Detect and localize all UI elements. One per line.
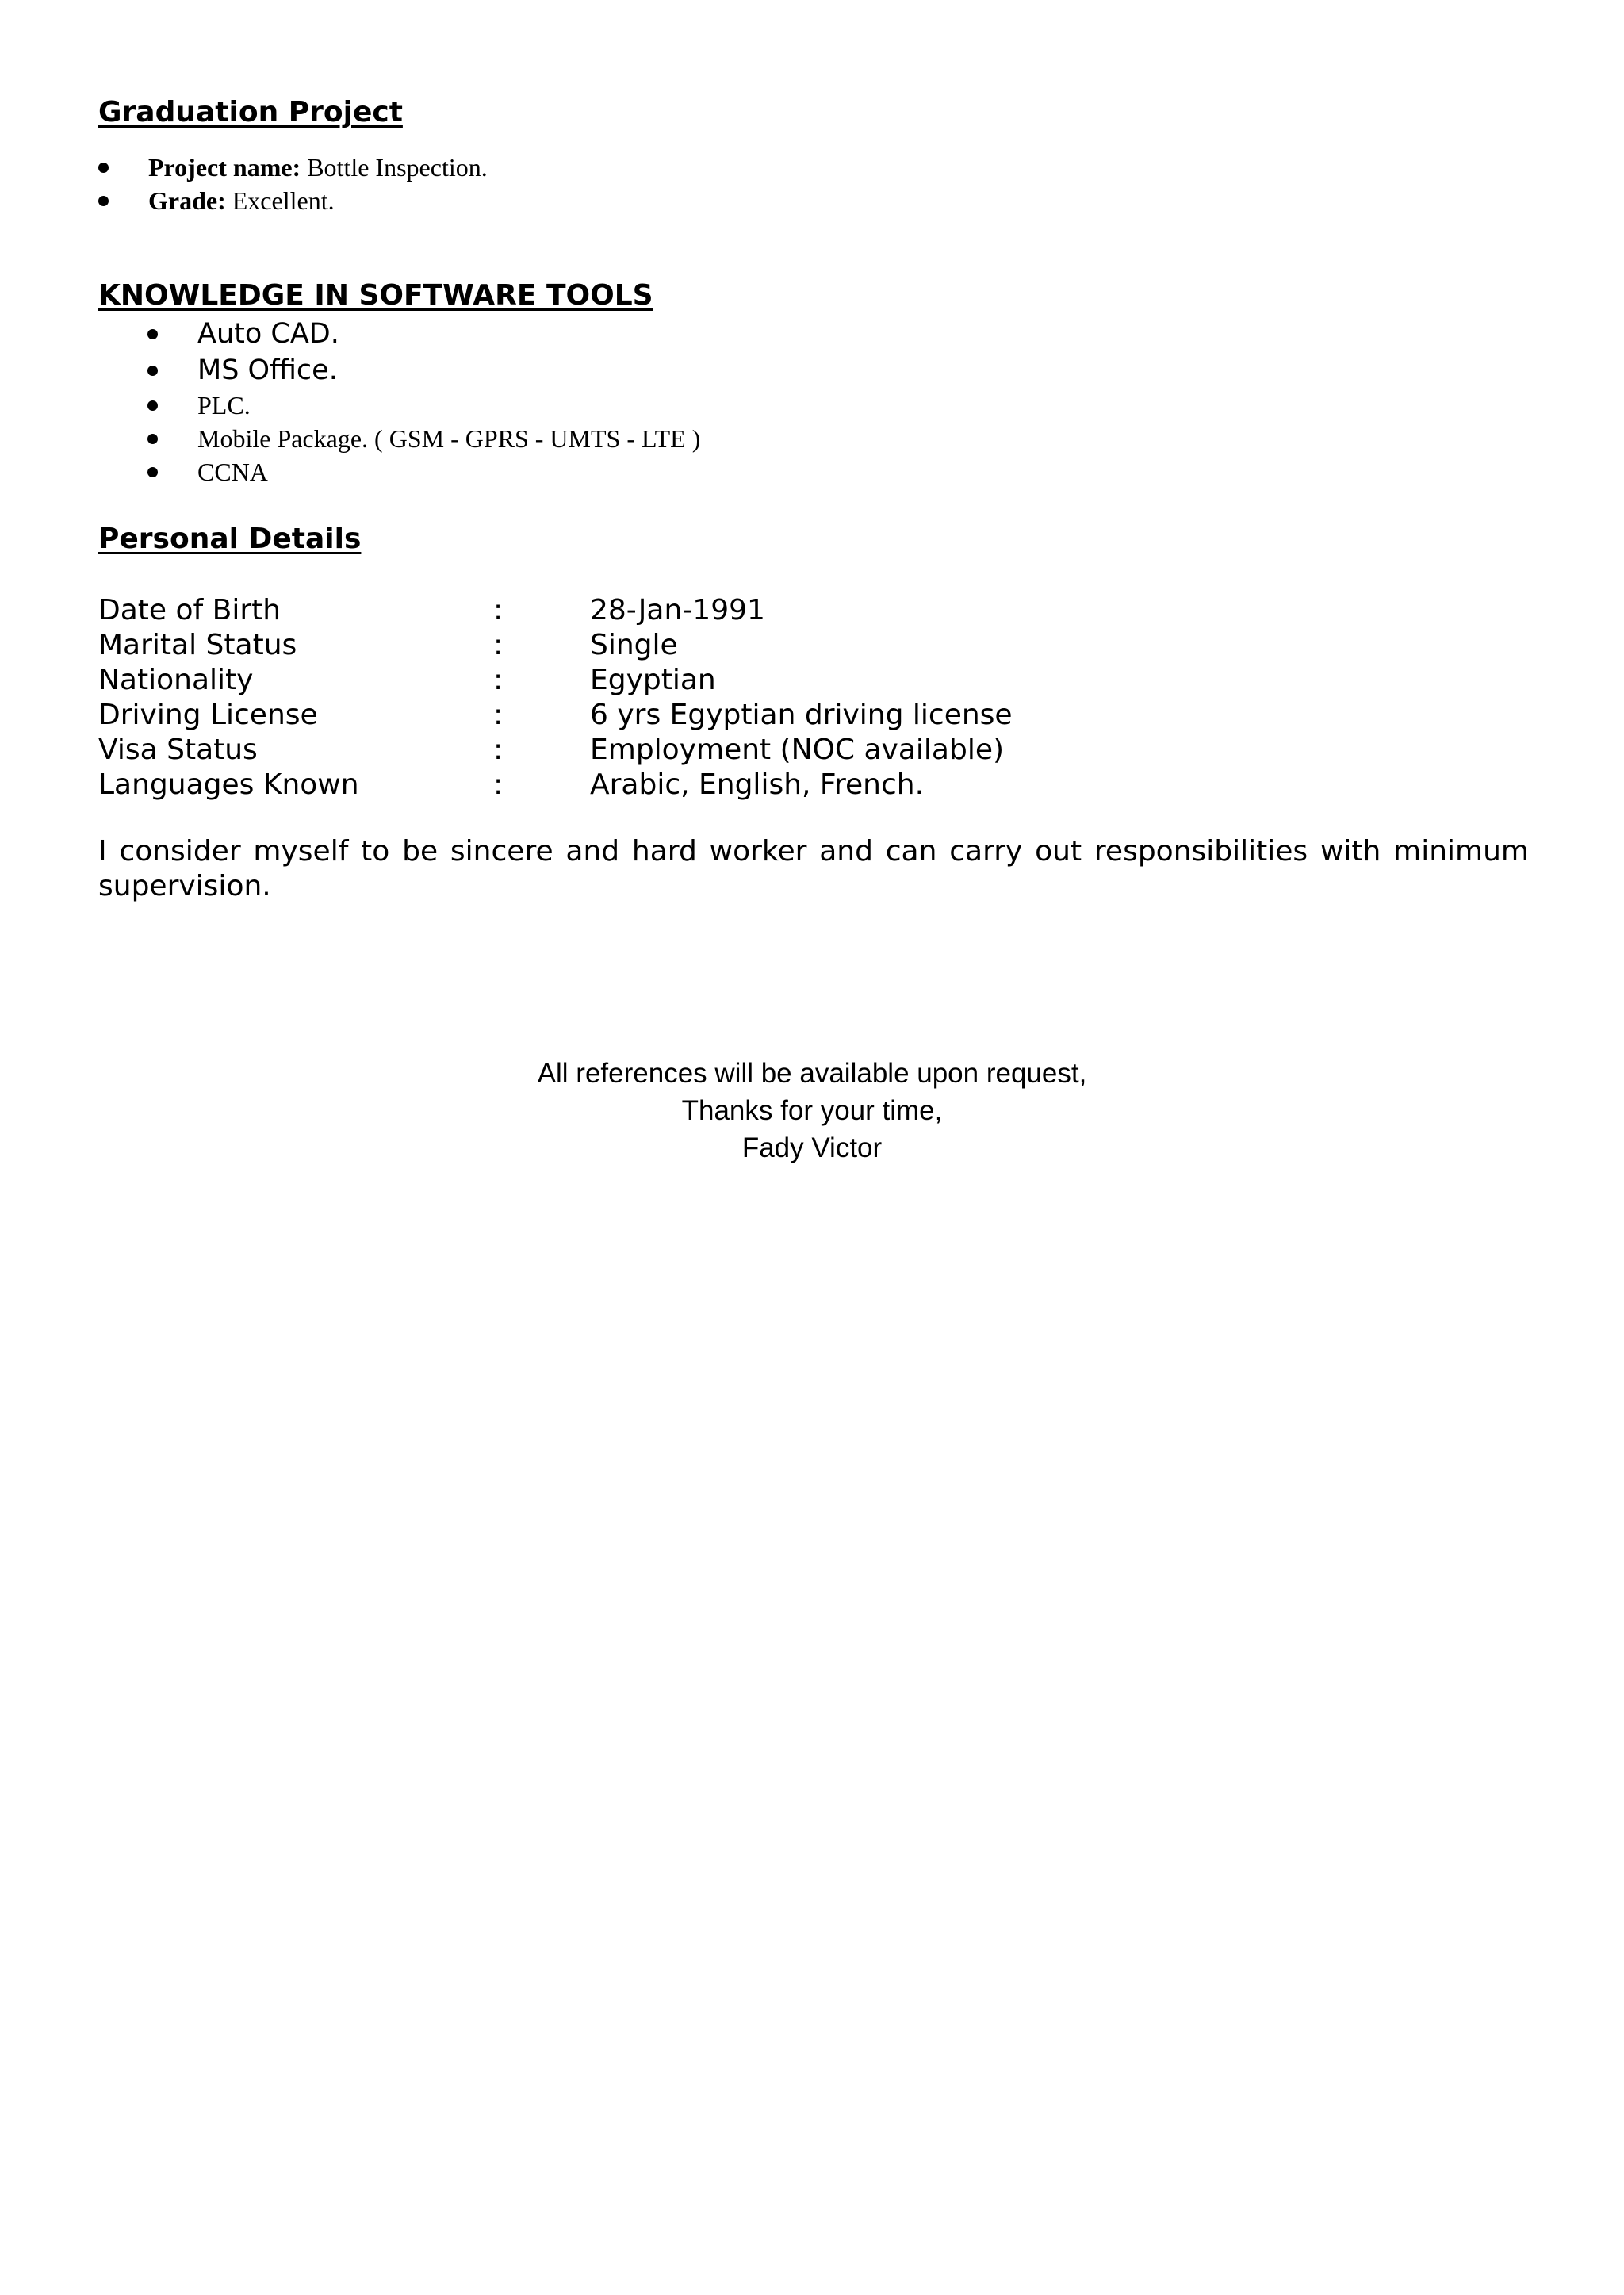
tool-name: PLC. — [197, 391, 251, 420]
bullet-icon — [147, 434, 158, 444]
detail-label: Languages Known — [98, 768, 359, 801]
list-item — [147, 316, 700, 352]
references-note: All references will be available upon request, — [537, 1058, 1087, 1089]
personal-details-heading: Personal Details — [98, 523, 362, 555]
detail-separator: : — [493, 768, 504, 801]
detail-value: Egyptian — [590, 664, 716, 696]
detail-separator: : — [493, 699, 504, 731]
tool-name: CCNA — [197, 458, 268, 486]
detail-separator: : — [493, 629, 504, 661]
grade-value: Excellent. — [232, 186, 335, 215]
software-tools-list — [147, 316, 700, 489]
grade-label: Grade: — [148, 186, 226, 215]
detail-label: Nationality — [98, 664, 254, 696]
bullet-icon — [147, 366, 158, 376]
project-name-label: Project name: — [148, 153, 301, 182]
graduation-project-heading: Graduation Project — [98, 96, 403, 128]
detail-value: Employment (NOC available) — [590, 734, 1005, 766]
detail-label: Marital Status — [98, 629, 297, 661]
detail-value: Single — [590, 629, 678, 661]
list-item — [147, 422, 700, 455]
thanks-note: Thanks for your time, — [681, 1095, 943, 1126]
detail-separator: : — [493, 734, 504, 766]
personal-statement: I consider myself to be sincere and hard worker and can carry out responsibilities with minimum supervision. — [98, 835, 1529, 902]
list-item — [147, 389, 700, 422]
closing-block — [0, 1055, 1624, 1167]
signature-name: Fady Victor — [741, 1132, 883, 1163]
bullet-icon — [147, 400, 158, 411]
bullet-icon — [147, 467, 158, 477]
tool-name: Mobile Package. ( GSM - GPRS - UMTS - LTE ) — [197, 424, 701, 453]
detail-separator: : — [493, 664, 504, 696]
list-item — [147, 352, 700, 389]
detail-value: Arabic, English, French. — [590, 768, 925, 801]
detail-value: 6 yrs Egyptian driving license — [590, 699, 1013, 731]
list-item — [98, 184, 488, 217]
software-tools-heading: KNOWLEDGE IN SOFTWARE TOOLS — [98, 279, 653, 312]
bullet-icon — [98, 163, 109, 173]
list-item — [98, 151, 488, 184]
detail-separator: : — [493, 594, 504, 626]
detail-label: Driving License — [98, 699, 318, 731]
bullet-icon — [147, 329, 158, 339]
bullet-icon — [98, 196, 109, 206]
tool-name: MS Office. — [197, 354, 338, 386]
detail-value: 28-Jan-1991 — [590, 594, 765, 626]
detail-label: Visa Status — [98, 734, 258, 766]
tool-name: Auto CAD. — [197, 318, 339, 350]
graduation-project-list — [98, 151, 488, 217]
list-item — [147, 455, 700, 489]
project-name-value: Bottle Inspection. — [307, 153, 488, 182]
detail-label: Date of Birth — [98, 594, 282, 626]
